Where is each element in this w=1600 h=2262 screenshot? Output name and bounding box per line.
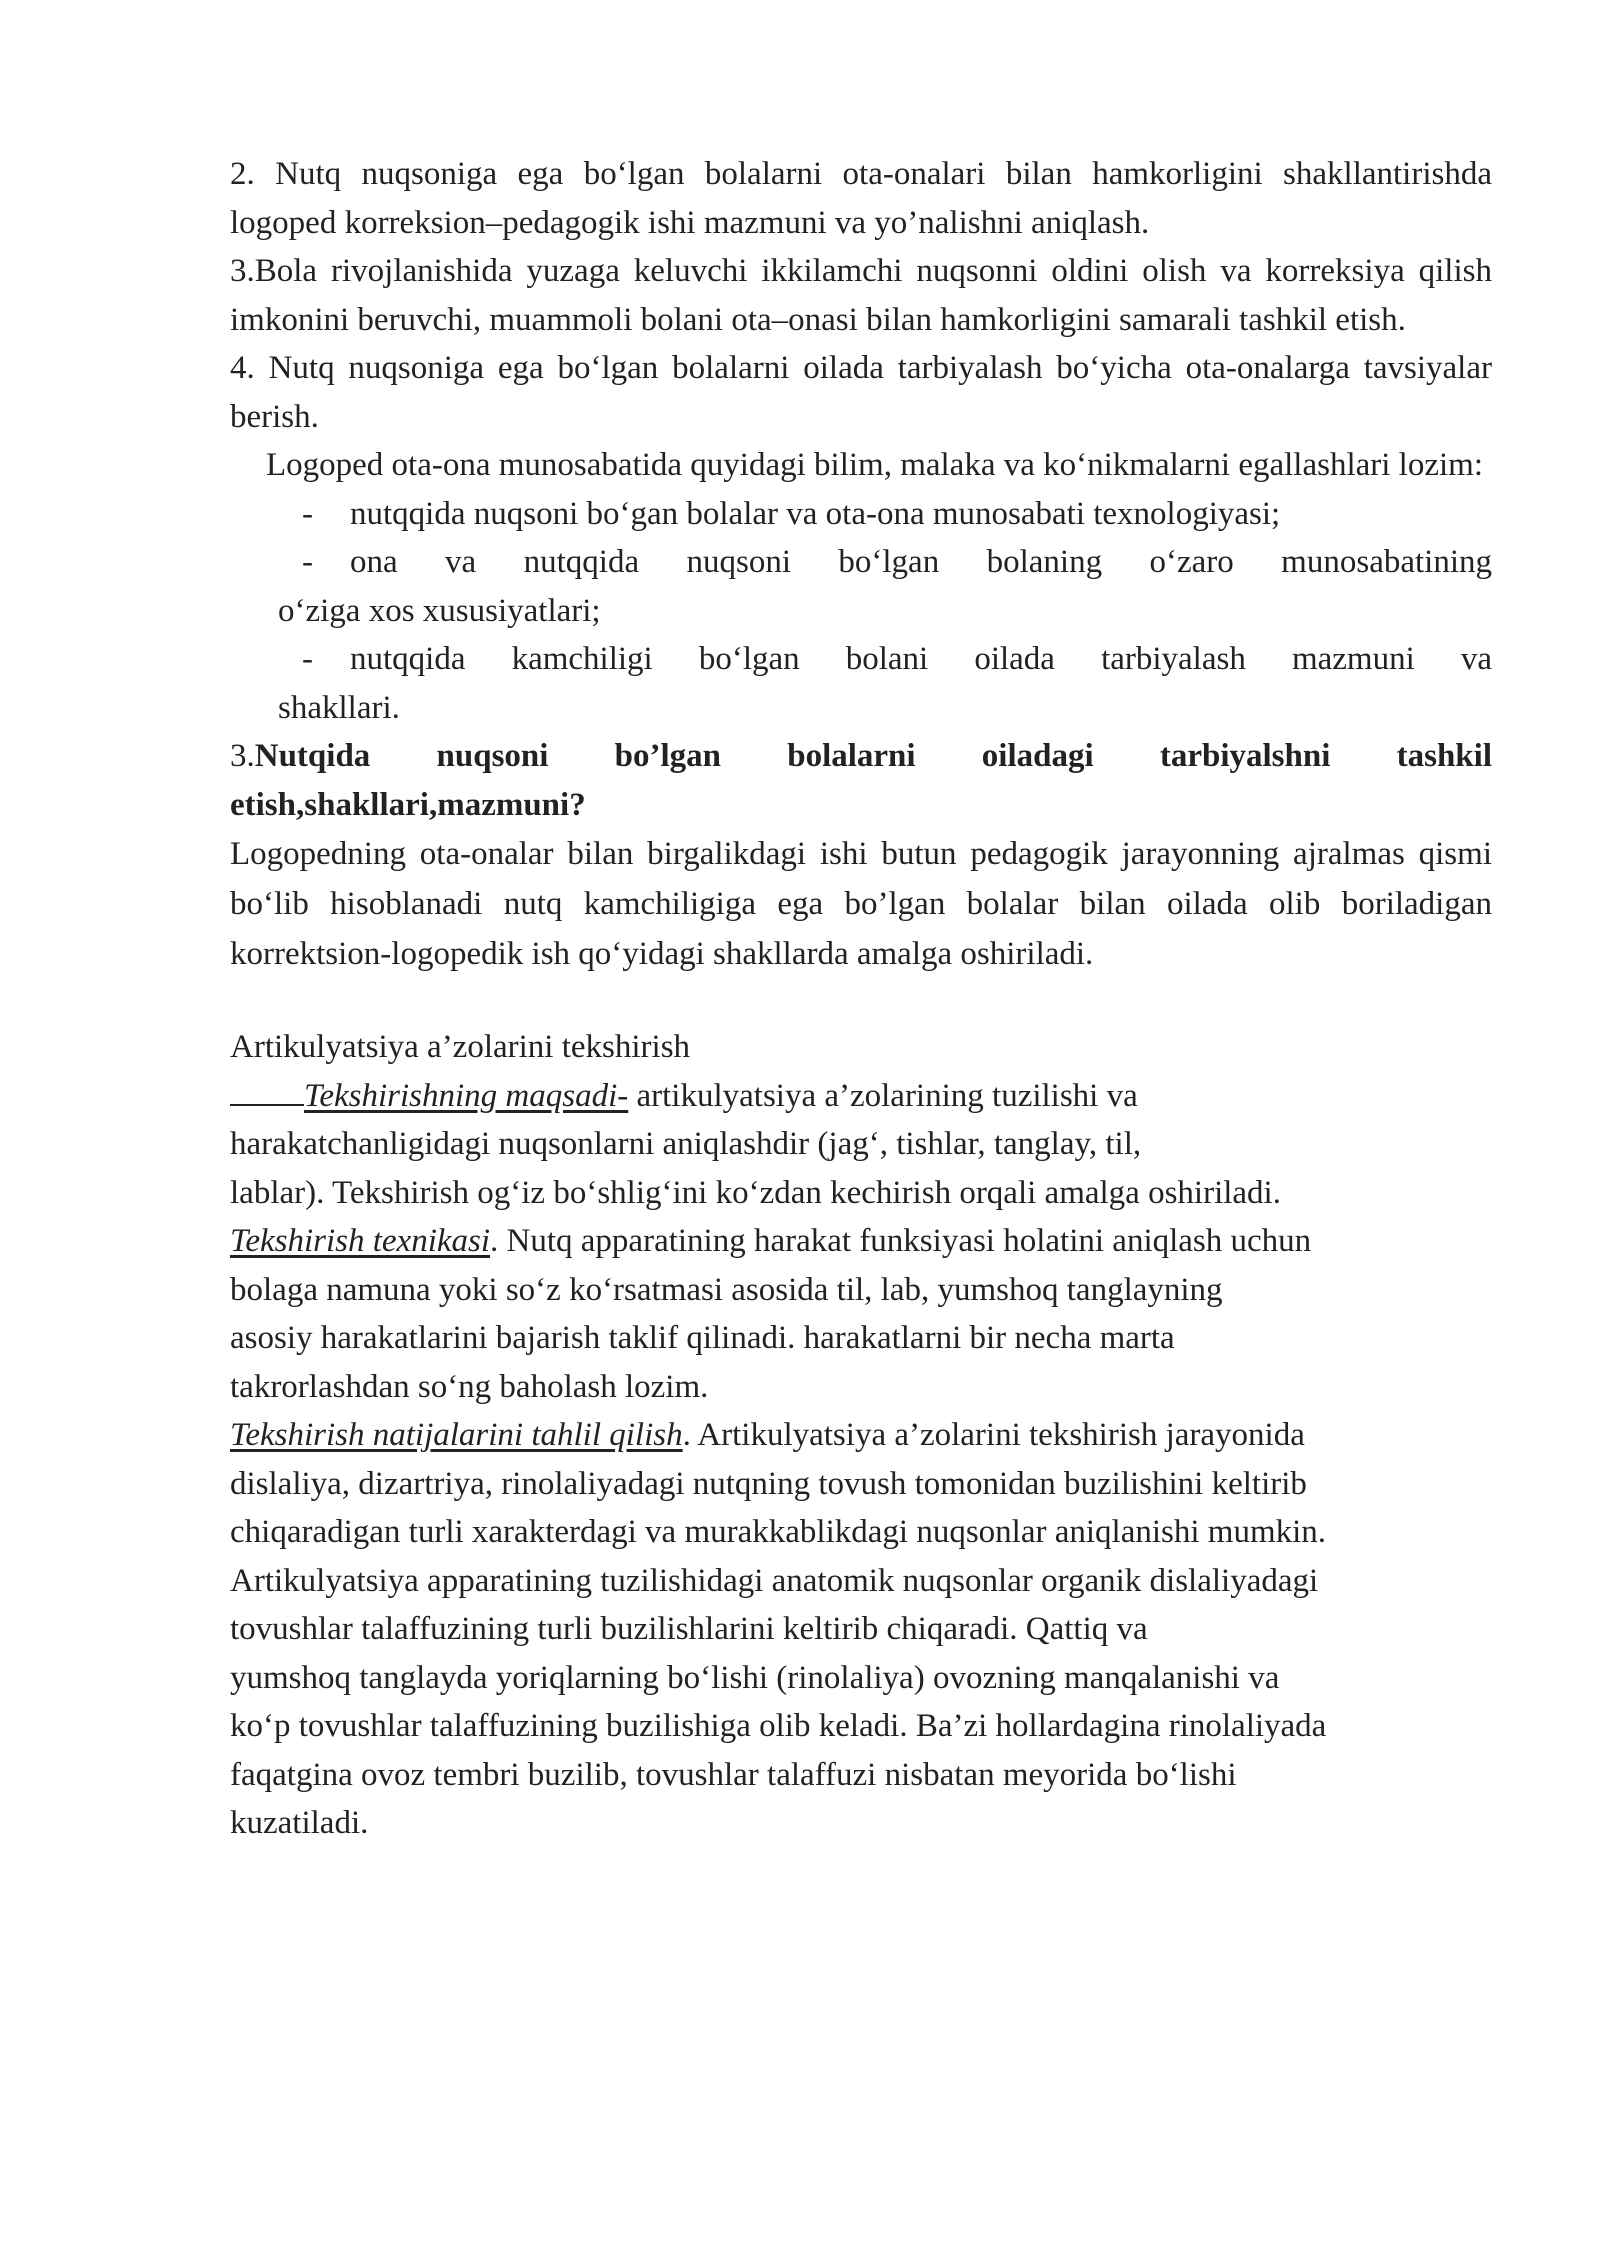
list-dash: - — [302, 641, 313, 677]
tahlil-text-6: yumshoq tanglayda yoriqlarning bo‘lishi (rinolaliya) ovozning manqalanishi va — [230, 1659, 1280, 1696]
texnika-text-3: asosiy harakatlarini bajarish taklif qilinadi. harakatlarni bir necha marta — [230, 1320, 1175, 1356]
artik-texnika-line — [230, 1217, 1492, 1266]
heading-number: 3. — [230, 738, 255, 774]
tahlil-text-9: kuzatiladi. — [230, 1805, 369, 1841]
list-item-text: nutqqida nuqsoni bo‘gan bolalar va ota-ona munosabati texnologiyasi; — [350, 495, 1281, 532]
tahlil-text-4: Artikulyatsiya apparatining tuzilishidagi anatomik nuqsonlar organik dislaliyadagi — [230, 1562, 1319, 1599]
artik-title: Artikulyatsiya a’zolarini tekshirish — [230, 1029, 691, 1065]
list-item — [230, 490, 1492, 539]
list-dash: - — [302, 495, 313, 532]
document-page — [230, 150, 1492, 1848]
paragraph-item-4: 4. Nutq nuqsoniga ega bo‘lgan bolalarni oilada tarbiyalash bo‘yicha ota-onalarga tavsiyalar berish. — [230, 350, 1492, 435]
texnika-text: . Nutq apparatining harakat funksiyasi holatini aniqlash uchun — [490, 1223, 1312, 1259]
tahlil-text-5: tovushlar talaffuzining turli buzilishlarini keltirib chiqaradi. Qattiq va — [230, 1611, 1148, 1647]
maqsad-text-3: lablar). Tekshirish og‘iz bo‘shlig‘ini ko‘zdan kechirish orqali amalga oshiriladi. — [230, 1174, 1281, 1211]
texnika-label: Tekshirish texnikasi — [230, 1223, 491, 1259]
tahlil-text-7: ko‘p tovushlar talaffuzining buzilishiga olib keladi. Ba’zi hollardagina rinolaliyada — [230, 1708, 1327, 1744]
list-dash: - — [302, 544, 313, 580]
paragraph-logoped-skills: Logoped ota-ona munosabatida quyidagi bilim, malaka va ko‘nikmalarni egallashlari lozim: — [266, 447, 1483, 483]
paragraph-item-3: 3.Bola rivojlanishida yuzaga keluvchi ikkilamchi nuqsonni oldini olish va korreksiya qilish imkonini beruvchi, muammoli bolani ota–onasi bilan hamkorligini samarali tashkil etish. — [230, 253, 1492, 338]
texnika-text-4: takrorlashdan so‘ng baholash lozim. — [230, 1368, 709, 1405]
artik-section — [230, 1023, 1492, 1848]
list-item-text-cont: o‘ziga xos xususiyatlari; — [278, 592, 601, 629]
list-item — [230, 538, 1492, 635]
list-item — [230, 635, 1492, 732]
artik-tahlil-line — [230, 1411, 1492, 1460]
list-item-text: ona va nutqqida nuqsoni bo‘lgan bolaning o‘zaro munosabatining — [350, 544, 1492, 580]
tahlil-label: Tekshirish natijalarini tahlil qilish — [230, 1417, 683, 1453]
maqsad-label: Tekshirishning maqsadi- — [304, 1077, 629, 1114]
paragraph-item-2: 2. Nutq nuqsoniga ega bo‘lgan bolalarni ota-onalari bilan hamkorligini shakllantirishda logoped korreksion–pedagogik ishi mazmuni va yo’nalishni aniqlash. — [230, 156, 1492, 241]
maqsad-text-2: harakatchanligidagi nuqsonlarni aniqlashdir (jag‘, tishlar, tanglay, til, — [230, 1126, 1142, 1162]
maqsad-text: artikulyatsiya a’zolarining tuzilishi va — [628, 1077, 1138, 1114]
section-heading — [230, 732, 1492, 829]
paragraph-logopedning: Logopedning ota-onalar bilan birgalikdagi ishi butun pedagogik jarayonning ajralmas qismi bo‘lib hisoblanadi nutq kamchiligiga ega bo’lgan bolalar bilan oilada olib boriladigan korrektsion-logopedik ish qo‘yidagi shakllarda amalga oshiriladi. — [230, 836, 1492, 972]
tahlil-text: . Artikulyatsiya a’zolarini tekshirish jarayonida — [682, 1417, 1305, 1453]
artik-maqsad-line — [230, 1072, 1492, 1121]
underline-lead — [230, 1103, 304, 1106]
list-item-text: nutqqida kamchiligi bo‘lgan bolani oilada tarbiyalash mazmuni va — [350, 641, 1492, 677]
spacer — [230, 979, 1492, 1023]
texnika-text-2: bolaga namuna yoki so‘z ko‘rsatmasi asosida til, lab, yumshoq tanglayning — [230, 1271, 1223, 1308]
tahlil-text-2: dislaliya, dizartriya, rinolaliyadagi nutqning tovush tomonidan buzilishini keltirib — [230, 1465, 1307, 1502]
list-item-text-cont: shakllari. — [278, 689, 400, 726]
skills-list — [230, 490, 1492, 733]
heading-line-2: etish,shakllari,mazmuni? — [230, 786, 586, 823]
tahlil-text-3: chiqaradigan turli xarakterdagi va murakkablikdagi nuqsonlar aniqlanishi mumkin. — [230, 1514, 1327, 1550]
tahlil-text-8: faqatgina ovoz tembri buzilib, tovushlar talaffuzi nisbatan meyorida bo‘lishi — [230, 1756, 1237, 1793]
heading-line-1: Nutqida nuqsoni bo’lgan bolalarni oiladagi tarbiyalshni tashkil — [254, 738, 1492, 774]
